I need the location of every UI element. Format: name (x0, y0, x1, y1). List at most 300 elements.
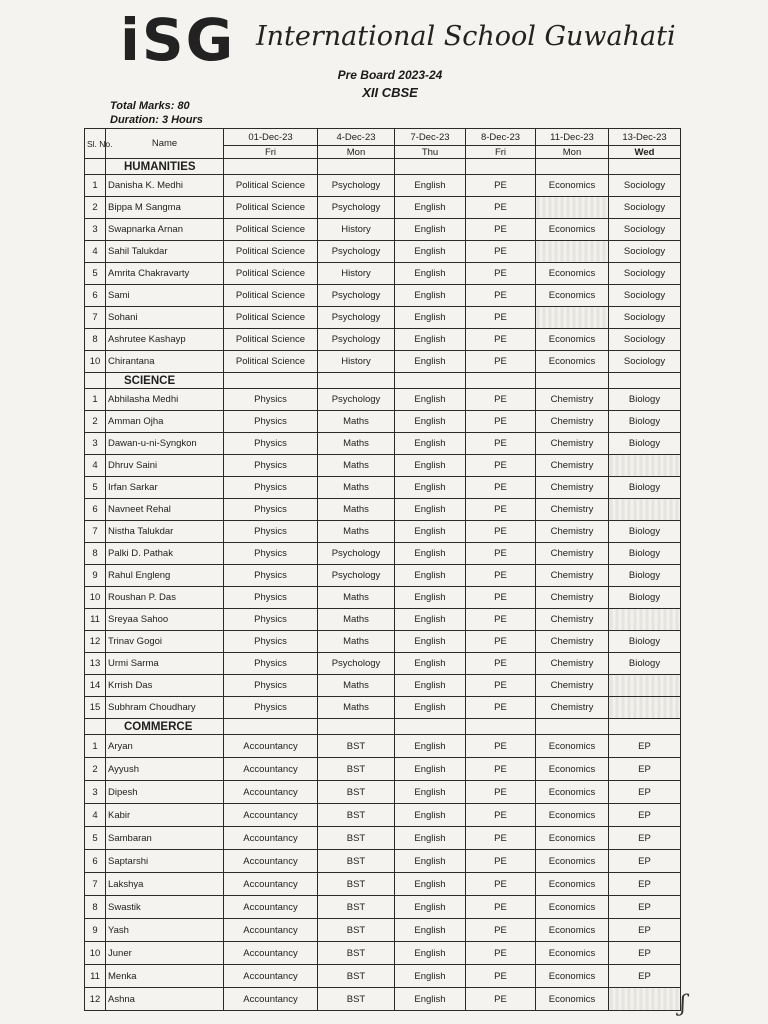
section-header-cell (466, 373, 536, 389)
subject-cell: Physics (224, 543, 318, 565)
student-name: Ashna (106, 988, 224, 1011)
subject-cell: English (395, 329, 466, 351)
subject-cell: BST (318, 850, 395, 873)
subject-cell: English (395, 307, 466, 329)
subject-cell: English (395, 411, 466, 433)
subject-cell: Physics (224, 499, 318, 521)
subject-cell: English (395, 499, 466, 521)
subject-cell: PE (466, 241, 536, 263)
student-name: Bippa M Sangma (106, 197, 224, 219)
serial-number: 4 (85, 804, 106, 827)
subject-cell: PE (466, 735, 536, 758)
subject-cell: Chemistry (536, 455, 609, 477)
subject-cell: PE (466, 587, 536, 609)
subject-cell: Political Science (224, 175, 318, 197)
humanities-section (85, 159, 681, 373)
subject-cell: Economics (536, 965, 609, 988)
student-row (85, 675, 681, 697)
student-name: Menka (106, 965, 224, 988)
subject-cell: EP (609, 827, 681, 850)
student-row (85, 219, 681, 241)
subject-cell (609, 455, 681, 477)
student-row (85, 477, 681, 499)
subject-cell: Political Science (224, 307, 318, 329)
subject-cell: PE (466, 781, 536, 804)
subject-cell: Chemistry (536, 565, 609, 587)
serial-number: 8 (85, 543, 106, 565)
student-name: Juner (106, 942, 224, 965)
student-row (85, 631, 681, 653)
subject-cell: Maths (318, 411, 395, 433)
student-name: Yash (106, 919, 224, 942)
student-name: Ashrutee Kashayp (106, 329, 224, 351)
student-name: Dhruv Saini (106, 455, 224, 477)
subject-cell: English (395, 351, 466, 373)
date-header: 13-Dec-23 (609, 129, 681, 146)
student-name: Trinav Gogoi (106, 631, 224, 653)
subject-cell: English (395, 433, 466, 455)
student-name: Rahul Engleng (106, 565, 224, 587)
student-row (85, 735, 681, 758)
section-header-cell (609, 373, 681, 389)
student-row (85, 919, 681, 942)
subject-cell: PE (466, 896, 536, 919)
serial-number: 2 (85, 758, 106, 781)
serial-number: 1 (85, 389, 106, 411)
subject-cell: Chemistry (536, 543, 609, 565)
student-row (85, 389, 681, 411)
subject-cell: Physics (224, 433, 318, 455)
subject-cell: Economics (536, 988, 609, 1011)
subject-cell: PE (466, 919, 536, 942)
subject-cell: Physics (224, 609, 318, 631)
student-row (85, 499, 681, 521)
subject-cell: History (318, 219, 395, 241)
subject-cell: Maths (318, 521, 395, 543)
subject-cell: Economics (536, 263, 609, 285)
subject-cell: English (395, 219, 466, 241)
subject-cell: Accountancy (224, 942, 318, 965)
subject-cell (609, 697, 681, 719)
class-title: XII CBSE (362, 85, 418, 100)
section-header-cell (318, 159, 395, 175)
subject-cell: Chemistry (536, 675, 609, 697)
subject-cell: EP (609, 919, 681, 942)
subject-cell: Sociology (609, 175, 681, 197)
student-row (85, 965, 681, 988)
subject-cell: Psychology (318, 241, 395, 263)
subject-cell: Sociology (609, 241, 681, 263)
section-header-row (85, 373, 681, 389)
subject-cell: PE (466, 804, 536, 827)
subject-cell: PE (466, 307, 536, 329)
subject-cell: Physics (224, 587, 318, 609)
subject-cell: Political Science (224, 329, 318, 351)
date-header: 7-Dec-23 (395, 129, 466, 146)
subject-cell: Biology (609, 411, 681, 433)
subject-cell: Chemistry (536, 521, 609, 543)
student-name: Amman Ojha (106, 411, 224, 433)
commerce-section (85, 719, 681, 1011)
subject-cell: English (395, 197, 466, 219)
student-name: Abhilasha Medhi (106, 389, 224, 411)
subject-cell: English (395, 609, 466, 631)
serial-number: 8 (85, 896, 106, 919)
subject-cell: Sociology (609, 329, 681, 351)
subject-cell: English (395, 175, 466, 197)
subject-cell: English (395, 697, 466, 719)
student-name: Sohani (106, 307, 224, 329)
subject-cell: English (395, 942, 466, 965)
section-title: SCIENCE (106, 373, 224, 389)
subject-cell: Economics (536, 896, 609, 919)
subject-cell: Psychology (318, 329, 395, 351)
school-logo: iSG (120, 6, 236, 74)
subject-cell: Psychology (318, 653, 395, 675)
serial-number: 5 (85, 827, 106, 850)
subject-cell: PE (466, 521, 536, 543)
student-name: Sahil Talukdar (106, 241, 224, 263)
subject-cell: Political Science (224, 197, 318, 219)
student-row (85, 565, 681, 587)
subject-cell: Accountancy (224, 735, 318, 758)
section-header-cell (85, 159, 106, 175)
subject-cell: Accountancy (224, 988, 318, 1011)
section-header-cell (85, 719, 106, 735)
student-row (85, 263, 681, 285)
student-row (85, 781, 681, 804)
subject-cell: PE (466, 758, 536, 781)
subject-cell: English (395, 263, 466, 285)
subject-cell: Accountancy (224, 804, 318, 827)
student-name: Urmi Sarma (106, 653, 224, 675)
section-title: HUMANITIES (106, 159, 224, 175)
subject-cell: PE (466, 543, 536, 565)
subject-cell: Physics (224, 521, 318, 543)
student-name: Navneet Rehal (106, 499, 224, 521)
serial-number: 2 (85, 411, 106, 433)
student-name: Amrita Chakravarty (106, 263, 224, 285)
student-row (85, 329, 681, 351)
subject-cell: Economics (536, 942, 609, 965)
subject-cell: PE (466, 285, 536, 307)
subject-cell: Psychology (318, 389, 395, 411)
serial-number: 6 (85, 850, 106, 873)
section-header-cell (224, 373, 318, 389)
subject-cell: English (395, 988, 466, 1011)
subject-cell: English (395, 919, 466, 942)
exam-duration: Duration: 3 Hours (110, 114, 203, 126)
serial-number: 13 (85, 653, 106, 675)
subject-cell: Economics (536, 781, 609, 804)
science-section (85, 373, 681, 719)
document-header (0, 0, 768, 128)
date-header: 01-Dec-23 (224, 129, 318, 146)
student-name: Sami (106, 285, 224, 307)
subject-cell: Economics (536, 175, 609, 197)
section-header-cell (395, 719, 466, 735)
subject-cell: Psychology (318, 543, 395, 565)
subject-cell: PE (466, 873, 536, 896)
subject-cell: BST (318, 735, 395, 758)
student-row (85, 988, 681, 1011)
student-name: Palki D. Pathak (106, 543, 224, 565)
subject-cell: Chemistry (536, 433, 609, 455)
student-name: Sreyaa Sahoo (106, 609, 224, 631)
subject-cell: English (395, 675, 466, 697)
subject-cell: English (395, 543, 466, 565)
serial-number: 3 (85, 219, 106, 241)
subject-cell: Chemistry (536, 389, 609, 411)
subject-cell: Psychology (318, 565, 395, 587)
date-header: 4-Dec-23 (318, 129, 395, 146)
subject-cell: PE (466, 675, 536, 697)
subject-cell: PE (466, 263, 536, 285)
student-row (85, 411, 681, 433)
date-header: 8-Dec-23 (466, 129, 536, 146)
day-header: Fri (224, 146, 318, 159)
subject-cell: English (395, 241, 466, 263)
subject-cell: Accountancy (224, 850, 318, 873)
subject-cell: Maths (318, 631, 395, 653)
subject-cell: Economics (536, 873, 609, 896)
student-row (85, 543, 681, 565)
serial-number: 7 (85, 873, 106, 896)
section-header-row (85, 159, 681, 175)
date-header: 11-Dec-23 (536, 129, 609, 146)
subject-cell: PE (466, 609, 536, 631)
subject-cell: Chemistry (536, 609, 609, 631)
subject-cell: EP (609, 873, 681, 896)
subject-cell: BST (318, 965, 395, 988)
section-header-row (85, 719, 681, 735)
subject-cell: English (395, 804, 466, 827)
section-header-cell (466, 719, 536, 735)
student-row (85, 697, 681, 719)
subject-cell: Biology (609, 477, 681, 499)
section-header-cell (395, 373, 466, 389)
subject-cell: Political Science (224, 219, 318, 241)
subject-cell: Chemistry (536, 499, 609, 521)
subject-cell: Accountancy (224, 781, 318, 804)
student-row (85, 609, 681, 631)
serial-number: 11 (85, 965, 106, 988)
subject-cell: Chemistry (536, 411, 609, 433)
subject-cell: Accountancy (224, 758, 318, 781)
section-header-cell (536, 159, 609, 175)
subject-cell: Biology (609, 433, 681, 455)
subject-cell: PE (466, 850, 536, 873)
serial-number: 1 (85, 735, 106, 758)
subject-cell: Physics (224, 411, 318, 433)
subject-cell: EP (609, 735, 681, 758)
subject-cell: English (395, 565, 466, 587)
subject-cell: English (395, 455, 466, 477)
subject-cell: English (395, 521, 466, 543)
subject-cell: English (395, 389, 466, 411)
day-header: Mon (318, 146, 395, 159)
student-name: Irfan Sarkar (106, 477, 224, 499)
student-name: Subhram Choudhary (106, 697, 224, 719)
subject-cell: Biology (609, 631, 681, 653)
subject-cell: Biology (609, 543, 681, 565)
subject-cell: BST (318, 827, 395, 850)
subject-cell: PE (466, 389, 536, 411)
subject-cell: Psychology (318, 307, 395, 329)
section-header-cell (536, 719, 609, 735)
student-row (85, 653, 681, 675)
subject-cell (609, 499, 681, 521)
serial-number: 6 (85, 499, 106, 521)
subject-cell: BST (318, 758, 395, 781)
subject-cell: PE (466, 565, 536, 587)
section-header-cell (536, 373, 609, 389)
student-name: Swastik (106, 896, 224, 919)
section-header-cell (318, 373, 395, 389)
subject-cell (536, 197, 609, 219)
subject-cell: Economics (536, 329, 609, 351)
subject-cell: Chemistry (536, 477, 609, 499)
student-name: Krrish Das (106, 675, 224, 697)
student-row (85, 758, 681, 781)
subject-cell: Physics (224, 455, 318, 477)
section-title: COMMERCE (106, 719, 224, 735)
serial-number: 14 (85, 675, 106, 697)
subject-cell: Economics (536, 285, 609, 307)
subject-cell: Political Science (224, 263, 318, 285)
student-row (85, 521, 681, 543)
serial-number: 1 (85, 175, 106, 197)
section-header-cell (609, 159, 681, 175)
subject-cell: Accountancy (224, 919, 318, 942)
subject-cell: Economics (536, 919, 609, 942)
table-header (85, 129, 681, 159)
subject-cell: Accountancy (224, 827, 318, 850)
subject-cell: BST (318, 942, 395, 965)
student-row (85, 850, 681, 873)
student-name: Chirantana (106, 351, 224, 373)
subject-cell: EP (609, 781, 681, 804)
serial-number: 5 (85, 263, 106, 285)
subject-cell: English (395, 653, 466, 675)
subject-cell: BST (318, 781, 395, 804)
subject-cell: EP (609, 758, 681, 781)
subject-cell: PE (466, 697, 536, 719)
subject-cell: Economics (536, 827, 609, 850)
student-name: Kabir (106, 804, 224, 827)
subject-cell: Biology (609, 653, 681, 675)
subject-cell: Chemistry (536, 653, 609, 675)
subject-cell: Biology (609, 389, 681, 411)
day-header: Thu (395, 146, 466, 159)
serial-number: 8 (85, 329, 106, 351)
section-header-cell (224, 719, 318, 735)
subject-cell: Physics (224, 631, 318, 653)
student-row (85, 351, 681, 373)
subject-cell: Physics (224, 477, 318, 499)
subject-cell: Maths (318, 499, 395, 521)
subject-cell: History (318, 351, 395, 373)
total-marks: Total Marks: 80 (110, 100, 190, 112)
subject-cell: PE (466, 477, 536, 499)
subject-cell: Sociology (609, 285, 681, 307)
subject-cell: PE (466, 631, 536, 653)
subject-cell: English (395, 781, 466, 804)
subject-cell: Accountancy (224, 965, 318, 988)
subject-cell: Biology (609, 521, 681, 543)
subject-cell: English (395, 896, 466, 919)
subject-cell: BST (318, 804, 395, 827)
date-header-row (85, 129, 681, 146)
school-name: International School Guwahati (256, 21, 676, 52)
serial-number: 10 (85, 587, 106, 609)
student-row (85, 197, 681, 219)
student-name: Dawan-u-ni-Syngkon (106, 433, 224, 455)
subject-cell: PE (466, 988, 536, 1011)
student-row (85, 804, 681, 827)
subject-cell: PE (466, 411, 536, 433)
subject-cell: English (395, 850, 466, 873)
student-row (85, 455, 681, 477)
serial-number: 2 (85, 197, 106, 219)
subject-cell: Accountancy (224, 873, 318, 896)
subject-cell: Maths (318, 609, 395, 631)
subject-cell: EP (609, 896, 681, 919)
subject-cell: PE (466, 433, 536, 455)
student-name: Lakshya (106, 873, 224, 896)
subject-cell: Political Science (224, 241, 318, 263)
subject-cell: Economics (536, 758, 609, 781)
subject-cell: Sociology (609, 351, 681, 373)
subject-cell: BST (318, 988, 395, 1011)
student-name: Sambaran (106, 827, 224, 850)
day-header: Mon (536, 146, 609, 159)
subject-cell: Physics (224, 389, 318, 411)
student-row (85, 241, 681, 263)
subject-cell: Physics (224, 653, 318, 675)
signature-mark: ʃ (680, 992, 686, 1017)
serial-number: 12 (85, 631, 106, 653)
subject-cell (609, 675, 681, 697)
serial-number: 11 (85, 609, 106, 631)
subject-cell: Economics (536, 735, 609, 758)
subject-cell: EP (609, 804, 681, 827)
subject-cell (536, 241, 609, 263)
section-header-cell (224, 159, 318, 175)
student-row (85, 433, 681, 455)
subject-cell: Accountancy (224, 896, 318, 919)
subject-cell: Physics (224, 565, 318, 587)
subject-cell (609, 988, 681, 1011)
subject-cell: Maths (318, 587, 395, 609)
day-header: Wed (609, 146, 681, 159)
subject-cell: English (395, 758, 466, 781)
student-name: Danisha K. Medhi (106, 175, 224, 197)
student-row (85, 587, 681, 609)
serial-number: 4 (85, 455, 106, 477)
subject-cell: English (395, 285, 466, 307)
subject-cell: EP (609, 965, 681, 988)
subject-cell: Political Science (224, 351, 318, 373)
subject-cell: Chemistry (536, 697, 609, 719)
subject-cell: English (395, 873, 466, 896)
section-header-cell (318, 719, 395, 735)
day-header: Fri (466, 146, 536, 159)
exam-title: Pre Board 2023-24 (337, 68, 443, 82)
subject-cell: Psychology (318, 197, 395, 219)
student-row (85, 896, 681, 919)
subject-cell: Psychology (318, 175, 395, 197)
